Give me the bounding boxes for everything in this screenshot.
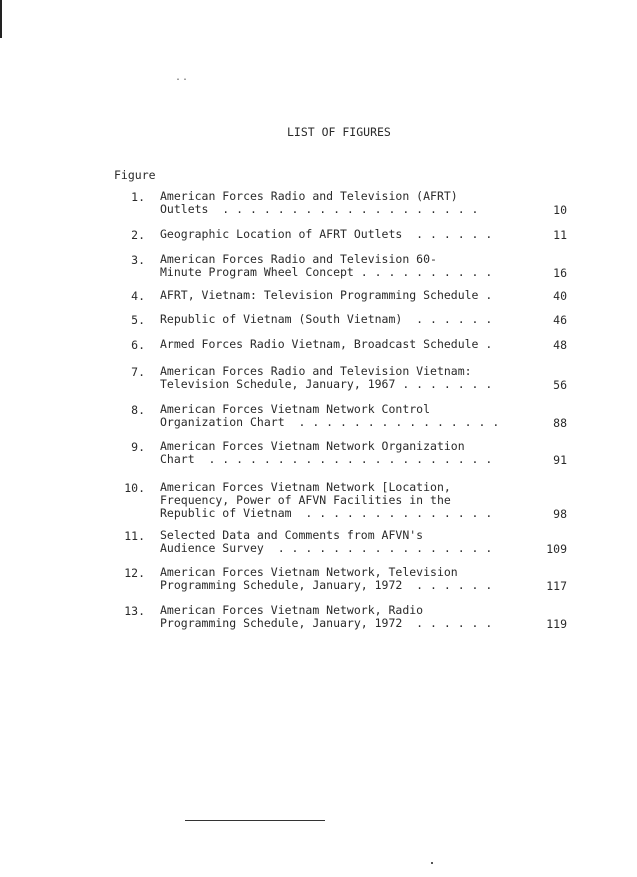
figure-title-line: Frequency, Power of AFVN Facilities in the bbox=[160, 493, 451, 507]
figure-title bbox=[160, 481, 530, 520]
page-number: 88 bbox=[553, 416, 567, 430]
figure-title-line: Republic of Vietnam . . . . . . . . . . . . . . bbox=[160, 506, 493, 520]
figure-number: 12. bbox=[124, 566, 145, 580]
figure-title-line: Programming Schedule, January, 1972 . . . . . . bbox=[160, 578, 493, 592]
page-number: 109 bbox=[546, 542, 567, 556]
figure-number: 2. bbox=[131, 228, 145, 242]
page-number: 56 bbox=[553, 378, 567, 392]
page-number: 91 bbox=[553, 453, 567, 467]
page-number: 46 bbox=[553, 313, 567, 327]
figure-title-line: AFRT, Vietnam: Television Programming Schedule . bbox=[160, 288, 493, 302]
figure-title-line: Selected Data and Comments from AFVN's bbox=[160, 528, 424, 542]
figure-title-line: Republic of Vietnam (South Vietnam) . . . . . . bbox=[160, 312, 493, 326]
figure-title bbox=[160, 228, 530, 241]
figure-title-line: Organization Chart . . . . . . . . . . . . . . . bbox=[160, 415, 500, 429]
figure-number: 10. bbox=[124, 481, 145, 495]
figure-title bbox=[160, 440, 530, 466]
figure-title-line: American Forces Radio and Television 60- bbox=[160, 252, 437, 266]
figure-number: 11. bbox=[124, 529, 145, 543]
page-number: 98 bbox=[553, 507, 567, 521]
figure-title bbox=[160, 313, 530, 326]
figure-title bbox=[160, 365, 530, 391]
page-number: 16 bbox=[553, 266, 567, 280]
figure-title-line: American Forces Vietnam Network, Radio bbox=[160, 603, 424, 617]
figure-title bbox=[160, 253, 530, 279]
figure-title-line: Geographic Location of AFRT Outlets . . . . . . bbox=[160, 227, 493, 241]
page-number: 48 bbox=[553, 338, 567, 352]
figure-title-line: Television Schedule, January, 1967 . . . . . . . bbox=[160, 377, 493, 391]
page-mark bbox=[431, 862, 433, 864]
figure-title-line: Minute Program Wheel Concept . . . . . . . . . . bbox=[160, 265, 493, 279]
figure-title-line: Programming Schedule, January, 1972 . . . . . . bbox=[160, 616, 493, 630]
figure-title-line: American Forces Vietnam Network, Television bbox=[160, 565, 458, 579]
page-number: 11 bbox=[553, 228, 567, 242]
figure-number: 9. bbox=[131, 440, 145, 454]
figure-number: 1. bbox=[131, 190, 145, 204]
figure-title bbox=[160, 403, 530, 429]
figure-title bbox=[160, 338, 530, 351]
figure-number: 7. bbox=[131, 365, 145, 379]
figure-number: 4. bbox=[131, 289, 145, 303]
figure-title-line: American Forces Vietnam Network [Location, bbox=[160, 480, 451, 494]
figure-title-line: American Forces Vietnam Network Organization bbox=[160, 439, 465, 453]
figure-number: 13. bbox=[124, 604, 145, 618]
figure-title bbox=[160, 604, 530, 630]
page-number: 117 bbox=[546, 579, 567, 593]
figure-title bbox=[160, 566, 530, 592]
figure-title-line: Audience Survey . . . . . . . . . . . . . . . . bbox=[160, 541, 493, 555]
left-edge-rule bbox=[0, 0, 2, 38]
figure-title-line: Outlets . . . . . . . . . . . . . . . . . . . bbox=[160, 202, 479, 216]
page-number: 10 bbox=[553, 203, 567, 217]
figure-number: 3. bbox=[131, 253, 145, 267]
figure-title-line: American Forces Radio and Television (AFRT) bbox=[160, 189, 458, 203]
figure-title bbox=[160, 190, 530, 216]
page-number: 119 bbox=[546, 617, 567, 631]
figure-title-line: American Forces Vietnam Network Control bbox=[160, 402, 431, 416]
figure-title-line: Chart . . . . . . . . . . . . . . . . . . . . . bbox=[160, 452, 493, 466]
figure-number: 8. bbox=[131, 403, 145, 417]
figure-title-line: Armed Forces Radio Vietnam, Broadcast Schedule . bbox=[160, 337, 493, 351]
page-title: LIST OF FIGURES bbox=[287, 125, 391, 139]
figure-title-line: American Forces Radio and Television Vietnam: bbox=[160, 364, 472, 378]
figure-number: 5. bbox=[131, 313, 145, 327]
top-mark: .. bbox=[175, 72, 190, 83]
figure-title bbox=[160, 529, 530, 555]
footnote-rule bbox=[185, 820, 325, 821]
figure-title bbox=[160, 289, 530, 302]
figure-number: 6. bbox=[131, 338, 145, 352]
page-number: 40 bbox=[553, 289, 567, 303]
figure-column-label: Figure bbox=[114, 168, 156, 182]
